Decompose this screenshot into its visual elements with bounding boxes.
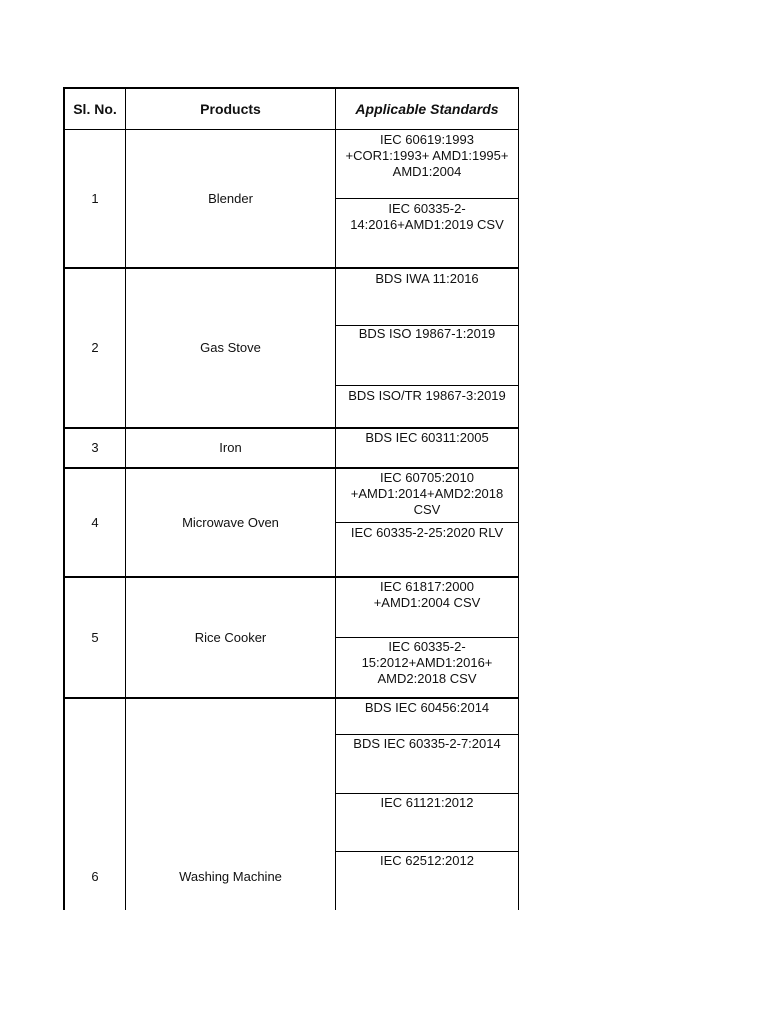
sub-separator	[336, 198, 519, 199]
standard-cell: IEC 60335-2-25:2020 RLV	[350, 525, 504, 540]
header-sl-no: Sl. No.	[73, 101, 117, 117]
table-row-product: Gas Stove	[200, 340, 261, 355]
table-row-sl: 4	[91, 514, 99, 530]
header-applicable-standards: Applicable Standards	[355, 101, 499, 117]
standard-cell: BDS ISO/TR 19867-3:2019	[348, 388, 506, 403]
header-products: Products	[200, 101, 261, 117]
table-row-product: Washing Machine	[179, 869, 282, 884]
standard-cell: IEC 61817:2000 +AMD1:2004 CSV	[373, 579, 481, 610]
standard-cell: BDS IWA 11:2016	[375, 271, 479, 286]
table-right-border	[518, 87, 519, 910]
standard-cell: BDS ISO 19867-1:2019	[358, 326, 496, 341]
table-row-product: Rice Cooker	[194, 629, 267, 645]
table-row-sl: 5	[91, 629, 99, 645]
standard-cell: IEC 62512:2012	[380, 853, 474, 868]
col-divider-2	[335, 87, 336, 910]
table-row-sl: 2	[91, 340, 99, 355]
standard-cell: IEC 60619:1993 +COR1:1993+ AMD1:1995+ AMD1:2004	[345, 132, 509, 179]
standard-cell: IEC 60705:2010 +AMD1:2014+AMD2:2018 CSV	[350, 470, 504, 517]
standard-cell: BDS IEC 60335-2-7:2014	[353, 736, 501, 751]
sub-separator	[336, 385, 519, 386]
table-row-sl: 1	[91, 190, 99, 206]
standard-cell: IEC 60335-2-15:2012+AMD1:2016+ AMD2:2018 CSV	[361, 639, 493, 686]
table-row-product: Iron	[219, 440, 242, 455]
table-row-product: Microwave Oven	[182, 514, 279, 530]
table-row-sl: 3	[91, 440, 99, 455]
standard-cell: BDS IEC 60456:2014	[364, 700, 490, 715]
sub-separator	[336, 522, 519, 523]
standard-cell: BDS IEC 60311:2005	[365, 430, 489, 445]
standard-cell: IEC 61121:2012	[380, 795, 474, 810]
table-row-product: Blender	[208, 190, 253, 206]
table-row-sl: 6	[91, 869, 99, 884]
standard-cell: IEC 60335-2-14:2016+AMD1:2019 CSV	[350, 201, 504, 232]
